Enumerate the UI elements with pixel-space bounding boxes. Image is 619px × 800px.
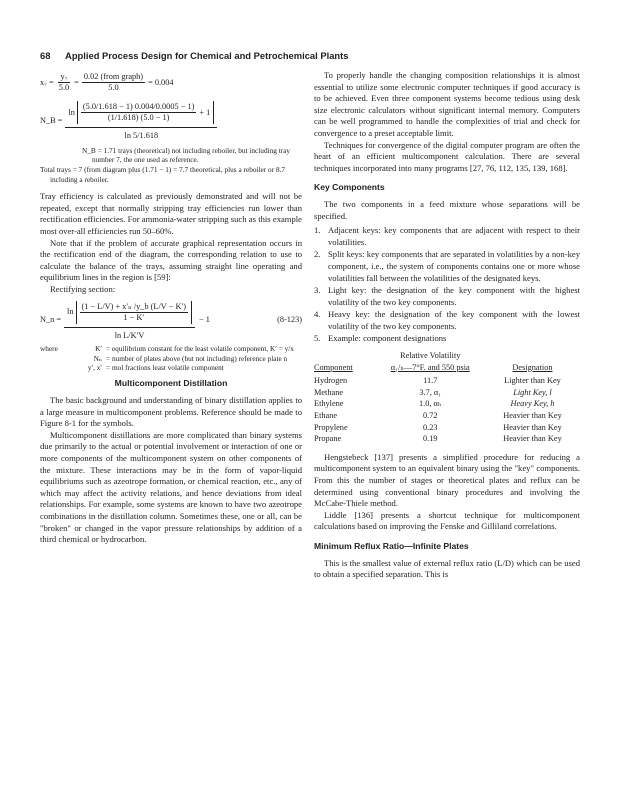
list-text: Example: component designations bbox=[328, 333, 447, 344]
table-header-row bbox=[314, 362, 576, 376]
volatility-table bbox=[314, 350, 576, 445]
eq-nb-inner-den: (1/1.618) (5.0 − 1) bbox=[107, 113, 170, 122]
definition-row bbox=[40, 363, 302, 372]
cell-designation: Heavier than Key bbox=[503, 411, 562, 421]
right-column bbox=[314, 70, 580, 581]
list-item bbox=[314, 285, 580, 308]
paragraph-rectifying: Rectifying section: bbox=[50, 283, 116, 294]
eq-nn-bracket bbox=[76, 301, 193, 324]
cell-component: Propane bbox=[314, 434, 342, 444]
cell-designation: Light Key, l bbox=[513, 387, 552, 397]
eq-x7-result: = 0.004 bbox=[148, 77, 174, 87]
section-heading-multicomponent: Multicomponent Distillation bbox=[114, 378, 228, 389]
list-number: 4. bbox=[314, 309, 321, 320]
key-list bbox=[314, 225, 580, 345]
eq-nn-minus: − 1 bbox=[199, 315, 210, 325]
list-item bbox=[314, 333, 580, 345]
list-number: 2. bbox=[314, 249, 321, 260]
def-lead bbox=[40, 354, 68, 363]
eq-x7-equals: = bbox=[74, 77, 79, 87]
table-caption-row bbox=[314, 350, 576, 362]
paragraph-graphical-note: Note that if the problem of accurate graphical representation occurs in the rectification end of the diagram, the corresponding relation to use to calculate the balance of the trays, assuming straight line operating and equilibrium lines in the region is [59]: bbox=[40, 237, 302, 283]
col-header-volatility: α₁/ₕ—7°F. and 550 psia bbox=[390, 362, 470, 372]
table-row bbox=[314, 410, 576, 422]
def-symbol: y′, x′ bbox=[87, 362, 102, 372]
paragraph-key-definition: The two components in a feed mixture whose separations will be specified. bbox=[314, 198, 580, 221]
eq-nb-plus: + 1 bbox=[199, 107, 211, 117]
eq-x7-frac2-den: 5.0 bbox=[108, 83, 119, 92]
left-column bbox=[40, 70, 302, 546]
list-item bbox=[314, 225, 580, 248]
def-text: = equilibrium constant for the least volatile component, K′ = y/x bbox=[106, 344, 294, 354]
cell-component: Hydrogen bbox=[314, 376, 348, 386]
equation-nb bbox=[40, 99, 302, 142]
eq-nn-inner-num: (1 − L/V) + x′ₙ /y_b (L/V − K′) bbox=[81, 301, 187, 311]
equation-x7 bbox=[40, 70, 302, 95]
table-row bbox=[314, 375, 576, 387]
list-text: Adjacent keys: key components that are adjacent with respect to their volatilities. bbox=[328, 225, 580, 247]
paragraph-multicomponent: Multicomponent distillations are more complicated than binary systems due primarily to the actual or potential involvement or interaction of one or more components of the multicomponent system on other components of the mixture. These interactions may be in the form of vapor-liquid equilibriums such as azeotrope formation, or chemical reaction, etc., any of which may affect the activity relations, and hence deviations from ideal relationships. For example, some systems are known to have two azeotrope combinations in the distillation column. Sometimes these, one or all, can be "broken" or changed in the vapor pressure relationships by addition of a third chemical or hydrocarbon. bbox=[40, 429, 302, 545]
paragraph-composition: To properly handle the changing composition relationships it is almost essential to utilize some electronic computer techniques if good accuracy is to be achieved. Even three component systems become tedious using desk size electronic calculators without significant internal memory. Computers can be well programmed to handle the complexities of trial and check for convergence to a preset acceptable limit. bbox=[314, 70, 580, 138]
cell-volatility: 0.19 bbox=[423, 434, 438, 444]
eq-nn-fraction bbox=[64, 299, 195, 342]
col-header-component: Component bbox=[314, 362, 353, 372]
def-symbol: Nₙ bbox=[93, 353, 102, 363]
eq-x7-frac2 bbox=[82, 72, 145, 93]
paragraph-liddle: Liddle [136] presents a shortcut technique for multicomponent calculations based on improving the Fenske and Gilliland correlations. bbox=[314, 509, 580, 532]
def-lead bbox=[40, 363, 68, 372]
eq-x7-frac1 bbox=[57, 72, 71, 93]
cell-component: Methane bbox=[314, 387, 344, 397]
list-item bbox=[314, 249, 580, 284]
col-header-designation: Designation bbox=[512, 362, 553, 372]
eq-x7-frac1-num: y₇ bbox=[60, 72, 68, 81]
eq-nn-numerator bbox=[64, 299, 195, 328]
tray-notes bbox=[82, 146, 302, 165]
eq-nn-denominator: ln L/K′V bbox=[114, 330, 145, 340]
table-row bbox=[314, 398, 576, 410]
eq-nb-fraction bbox=[65, 99, 217, 142]
list-text: Split keys: key components that are separated in volatilities by a non-key component, i.e., the system of components contains one or more whose volatilities fall between the volatilities of the designated keys. bbox=[328, 249, 580, 283]
cell-volatility: 11.7 bbox=[423, 376, 438, 386]
running-header bbox=[40, 50, 580, 61]
definition-row bbox=[40, 354, 302, 363]
section-heading-key-components: Key Components bbox=[314, 182, 385, 193]
cell-volatility: 1.0, αₕ bbox=[419, 399, 442, 409]
def-text: = number of plates above (but not including) reference plate n bbox=[106, 353, 288, 363]
eq-x7-frac1-den: 5.0 bbox=[58, 83, 70, 92]
eq-x7-lhs: x₇ = bbox=[40, 77, 54, 87]
list-item bbox=[314, 309, 580, 332]
list-text: Heavy key: the designation of the key component with the lowest volatility of the two key components. bbox=[328, 309, 580, 331]
paragraph-tray-efficiency: Tray efficiency is calculated as previously demonstrated and will not be repeated, except that normally stripping tray efficiencies run lower than rectification efficiencies. For ammonia-water stripping such as this example most over-all efficiencies run 50–60%. bbox=[40, 191, 302, 236]
paragraph-basic-background: The basic background and understanding of binary distillation applies to a large measure in multicomponent problems. Reference should be made to Figure 8-1 for the symbols. bbox=[40, 394, 302, 429]
section-heading-minimum-reflux: Minimum Reflux Ratio—Infinite Plates bbox=[314, 540, 469, 551]
cell-component: Ethylene bbox=[314, 399, 344, 409]
cell-volatility: 0.23 bbox=[423, 422, 438, 432]
eq-nn-inner bbox=[80, 302, 189, 323]
list-number: 1. bbox=[314, 225, 321, 236]
book-title: Applied Process Design for Chemical and Petrochemical Plants bbox=[65, 50, 349, 61]
eq-nb-inner-num: (5.0/1.618 − 1) 0.004/0.0005 − 1) bbox=[82, 102, 195, 111]
list-number: 3. bbox=[314, 285, 321, 296]
eq-nn-ln: ln bbox=[67, 307, 74, 317]
cell-volatility: 3.7, α₁ bbox=[419, 387, 442, 397]
paragraph-hengstebeck: Hengstebeck [137] presents a simplified procedure for reducing a multicomponent system to an equivalent binary using the "key" components. From this the number of stages or theoretical plates and reflux can be determined using conventional binary procedures and involving the McCabe-Thiele method. bbox=[314, 451, 580, 509]
note-total-trays: Total trays = 7 (from diagram plus (1.71 − 1) = 7.7 theoretical, plus a reboiler or 8.7 including a reboiler. bbox=[40, 165, 286, 184]
cell-designation: Heavier than Key bbox=[503, 422, 562, 432]
eq-nn-inner-den: 1 − K′ bbox=[123, 312, 145, 322]
list-number: 5. bbox=[314, 333, 321, 344]
eq-nb-bracket bbox=[77, 101, 214, 124]
paragraph-minimum-reflux: This is the smallest value of external reflux ratio (L/D) which can be used to obtain a specified separation. This is bbox=[314, 557, 580, 580]
cell-component: Ethane bbox=[314, 411, 338, 421]
cell-volatility: 0.72 bbox=[423, 411, 438, 421]
table-caption: Relative Volatility bbox=[400, 351, 461, 361]
cell-designation: Heavy Key, h bbox=[510, 399, 555, 409]
eq-x7-frac2-num: 0.02 (from graph) bbox=[83, 72, 144, 81]
def-text: = mol fractions least volatile component bbox=[106, 362, 224, 372]
table-row bbox=[314, 422, 576, 434]
table-row bbox=[314, 387, 576, 399]
eq-nb-denominator: ln 5/1.618 bbox=[124, 131, 159, 140]
eq-nn-lhs: N_n = bbox=[40, 315, 62, 325]
cell-designation: Lighter than Key bbox=[504, 376, 561, 386]
cell-component: Propylene bbox=[314, 422, 348, 432]
list-text: Light key: the designation of the key component with the highest volatility of the two key components. bbox=[328, 285, 580, 307]
cell-designation: Heavier than Key bbox=[503, 434, 562, 444]
note-nb: N_B = 1.71 trays (theoretical) not including reboiler, but including tray number 7, the one used as reference. bbox=[82, 145, 291, 164]
symbol-definitions bbox=[40, 344, 302, 372]
definition-row bbox=[40, 344, 302, 353]
eq-nb-lhs: N_B = bbox=[40, 115, 63, 125]
eq-nb-ln: ln bbox=[68, 107, 75, 117]
eq-nb-inner bbox=[81, 102, 196, 123]
table-row bbox=[314, 433, 576, 445]
equation-number: (8-123) bbox=[277, 315, 302, 325]
def-lead: where bbox=[40, 344, 58, 354]
paragraph-convergence: Techniques for convergence of the digital computer program are often the heart of an efficient multicomponent calculation. There are several techniques incorporated into many programs [27, 76, 112, 135, 139, 168]. bbox=[314, 139, 580, 173]
page-number: 68 bbox=[40, 50, 51, 61]
def-symbol: K′ bbox=[95, 344, 102, 354]
eq-nb-numerator bbox=[65, 99, 217, 128]
equation-nn bbox=[40, 299, 302, 342]
